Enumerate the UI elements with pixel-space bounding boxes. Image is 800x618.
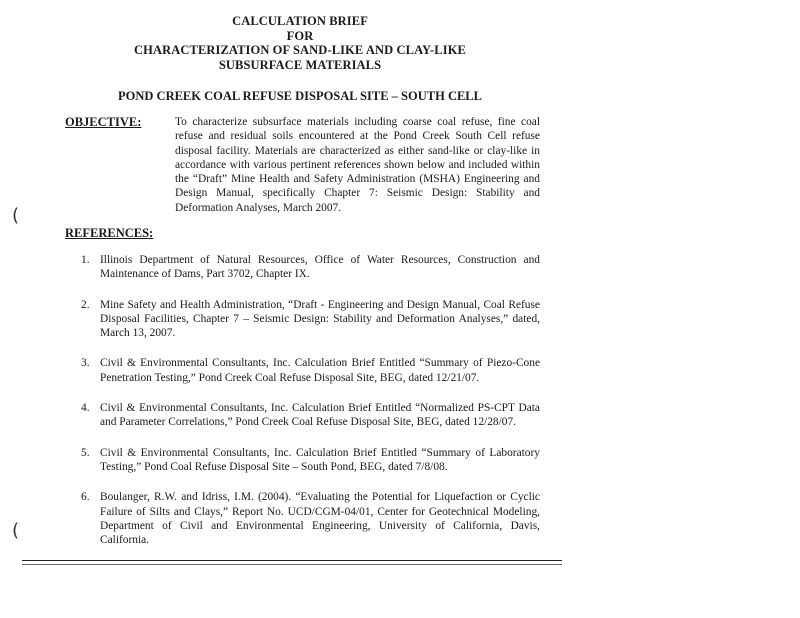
- margin-mark: (: [12, 520, 20, 541]
- reference-item: [78, 446, 540, 475]
- reference-number: 4.: [81, 402, 90, 415]
- reference-text: Civil & Environmental Consultants, Inc. Calculation Brief Entitled “Summary of Piezo-Cone Penetration Testing,” Pond Creek Coal Refuse Disposal Site, BEG, dated 12/21/07.: [100, 357, 540, 384]
- margin-mark: (: [12, 205, 20, 226]
- reference-text: Civil & Environmental Consultants, Inc. Calculation Brief Entitled “Summary of Laboratory Testing,” Pond Coal Refuse Disposal Site – South Pond, BEG, dated 7/8/08.: [100, 446, 540, 473]
- reference-item: [78, 298, 540, 341]
- references-heading: REFERENCES:: [65, 226, 154, 240]
- reference-item: [78, 401, 540, 430]
- reference-number: 3.: [81, 357, 90, 370]
- reference-number: 2.: [81, 298, 90, 311]
- reference-text: Mine Safety and Health Administration, “Draft - Engineering and Design Manual, Coal Refuse Disposal Facilities, Chapter 7 – Seismic Design: Stability and Deformation Analyses,” dated, March 13, 2007.: [100, 298, 540, 340]
- site-subtitle: POND CREEK COAL REFUSE DISPOSAL SITE – SOUTH CELL: [118, 89, 482, 103]
- reference-text: Civil & Environmental Consultants, Inc. Calculation Brief Entitled “Normalized PS-CPT Data and Parameter Correlations,” Pond Creek Coal Refuse Disposal Site, BEG, dated 12/28/07.: [100, 402, 540, 429]
- reference-number: 5.: [81, 446, 90, 459]
- title-line-4: SUBSURFACE MATERIALS: [218, 57, 382, 72]
- footer-divider-thin: [22, 564, 562, 565]
- title-line-2: FOR: [286, 28, 314, 43]
- objective-heading: OBJECTIVE:: [65, 115, 142, 129]
- title-line-3: CHARACTERIZATION OF SAND-LIKE AND CLAY-LIKE: [134, 43, 466, 57]
- reference-item: [78, 356, 540, 385]
- document-title: [0, 14, 600, 72]
- footer-divider: [22, 560, 562, 561]
- references-list: [78, 253, 540, 563]
- title-line-1: CALCULATION BRIEF: [232, 14, 368, 28]
- reference-text: Illinois Department of Natural Resources, Office of Water Resources, Construction and Maintenance of Dams, Part 3702, Chapter IX.: [100, 254, 540, 281]
- reference-text: Boulanger, R.W. and Idriss, I.M. (2004). “Evaluating the Potential for Liquefaction or Cyclic Failure of Silts and Clays,” Report No. UCD/CGM-04/01, Center for Geotechnical Modeling, Department of Civil and Environmental Engineering, University of California, Davis, California.: [100, 491, 540, 547]
- reference-item: [78, 253, 540, 282]
- reference-number: 6.: [81, 491, 90, 504]
- reference-number: 1.: [81, 254, 90, 266]
- reference-item: [78, 490, 540, 547]
- objective-text: To characterize subsurface materials including coarse coal refuse, fine coal refuse and residual soils encountered at the Pond Creek South Cell refuse disposal facility. Materials are characterized as either sand-like or clay-like in accordance with various pertinent references shown below and included within the “Draft” Mine Health and Safety Administration (MSHA) Engineering and Design Manual, specifically Chapter 7: Seismic Design: Stability and Deformation Analyses, March 2007.: [175, 116, 540, 214]
